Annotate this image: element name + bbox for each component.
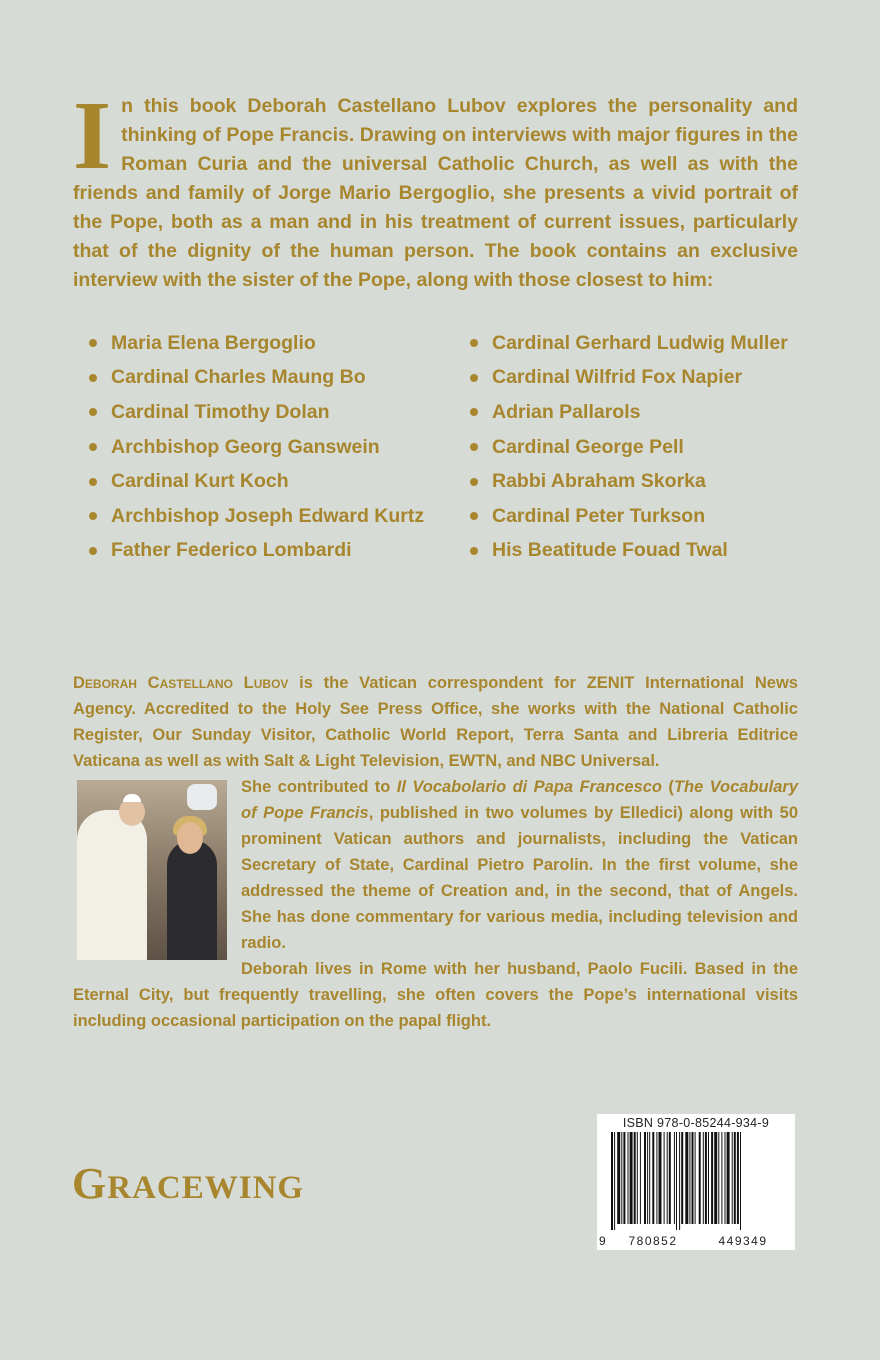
list-item: Adrian Pallarols (454, 395, 788, 430)
barcode-digits: 9 780852 449349 (599, 1234, 768, 1248)
bullet-icon (89, 339, 97, 347)
barcode-bar (667, 1132, 668, 1224)
bullet-icon (470, 547, 478, 555)
barcode-bar (614, 1132, 615, 1230)
barcode-bar (679, 1132, 680, 1230)
book-title-italian: Il Vocabolario di Papa Francesco (396, 778, 663, 796)
barcode-bar (637, 1132, 638, 1224)
pope-head (119, 798, 145, 826)
barcode-bar (634, 1132, 636, 1224)
book-title-english: The Vocabulary of Pope Francis (241, 778, 798, 822)
author-head (177, 822, 203, 854)
drop-cap: I (73, 82, 112, 190)
author-photo (77, 780, 227, 960)
barcode-bar (676, 1132, 677, 1230)
barcode-bar (718, 1132, 719, 1224)
interviewee-list-right (454, 326, 788, 568)
bio-paragraph-1: Deborah Castellano Lubov is the Vatican correspondent for ZENIT International News Agency. Accredited to the Holy See Press Office, she works with the National Catholic Register, Our Sunday Visitor, Catholic World Report, Terra Santa and Libreria Editrice Vaticana as well as with Salt & Light Television, EWTN, and NBC Universal. (73, 674, 798, 770)
list-item: Father Federico Lombardi (73, 534, 424, 569)
author-name: Deborah Castellano Lubov (73, 674, 289, 692)
barcode-bar (727, 1132, 730, 1224)
barcode-bar (689, 1132, 690, 1224)
barcode-bar (725, 1132, 726, 1224)
barcode-bar (649, 1132, 650, 1224)
barcode-bar (630, 1132, 633, 1224)
barcode-bar (644, 1132, 646, 1224)
list-item: Cardinal Timothy Dolan (73, 395, 424, 430)
bullet-icon (89, 478, 97, 486)
list-item: Cardinal Peter Turkson (454, 499, 788, 534)
list-item: Archbishop Joseph Edward Kurtz (73, 499, 424, 534)
author-figure (167, 840, 217, 960)
bullet-icon (89, 408, 97, 416)
list-item: Archbishop Georg Ganswein (73, 430, 424, 465)
barcode-bars (611, 1132, 781, 1230)
barcode-bar (617, 1132, 620, 1224)
barcode-bar (621, 1132, 622, 1224)
barcode-bar (708, 1132, 709, 1224)
intro-paragraph (73, 82, 798, 295)
barcode-bar (681, 1132, 683, 1224)
bullet-icon (470, 408, 478, 416)
barcode-bar (669, 1132, 671, 1224)
bullet-icon (470, 443, 478, 451)
barcode-bar (699, 1132, 701, 1224)
bio-paragraph-2: She contributed to Il Vocabolario di Papa Francesco (The Vocabulary of Pope Francis, published in two volumes by Elledici) along with 50 prominent Vatican authors and journalists, including the Vatican Secretary of State, Cardinal Pietro Parolin. In the first volume, she addressed the theme of Creation and, in the second, that of Angels. She has done commentary for various media, including television and radio. (241, 778, 798, 952)
isbn-barcode (597, 1114, 795, 1250)
barcode-bar (695, 1132, 696, 1224)
list-item: Cardinal Wilfrid Fox Napier (454, 361, 788, 396)
barcode-bar (640, 1132, 641, 1224)
bullet-icon (89, 443, 97, 451)
barcode-bar (734, 1132, 736, 1224)
barcode-bar (659, 1132, 662, 1224)
barcode-bar (740, 1132, 741, 1230)
bullet-icon (470, 478, 478, 486)
bio-paragraph-3: Deborah lives in Rome with her husband, Paolo Fucili. Based in the Eternal City, but frequently travelling, she often covers the Pope’s international visits including occasional participation on the papal flight. (73, 960, 798, 1030)
list-item: Cardinal Charles Maung Bo (73, 361, 424, 396)
barcode-bar (685, 1132, 688, 1224)
bullet-icon (89, 547, 97, 555)
barcode-bar (674, 1132, 675, 1224)
list-item: His Beatitude Fouad Twal (454, 534, 788, 569)
list-item: Cardinal George Pell (454, 430, 788, 465)
list-item: Cardinal Kurt Koch (73, 464, 424, 499)
barcode-bar (628, 1132, 629, 1224)
list-item: Maria Elena Bergoglio (73, 326, 424, 361)
barcode-bar (652, 1132, 654, 1224)
barcode-bar (703, 1132, 704, 1224)
intro-text: n this book Deborah Castellano Lubov explores the personality and thinking of Pope Francis. Drawing on interviews with major figures in the Roman Curia and the universal Catholic Church, as well as with the friends and family of Jorge Mario Bergoglio, she presents a vivid portrait of the Pope, both as a man and in his treatment of current issues, particularly that of the dignity of the human person. The book contains an exclusive interview with the sister of the Pope, along with those closest to him: (73, 95, 798, 291)
isbn-label: ISBN 978-0-85244-934-9 (622, 1116, 770, 1130)
list-item: Rabbi Abraham Skorka (454, 464, 788, 499)
barcode-bar (737, 1132, 739, 1224)
bullet-icon (470, 339, 478, 347)
barcode-bar (711, 1132, 713, 1224)
bullet-icon (470, 512, 478, 520)
barcode-bar (721, 1132, 722, 1224)
bullet-icon (470, 374, 478, 382)
list-item: Cardinal Gerhard Ludwig Muller (454, 326, 788, 361)
bullet-icon (89, 374, 97, 382)
barcode-bar (692, 1132, 694, 1224)
pope-figure (77, 810, 147, 960)
barcode-bar (647, 1132, 648, 1224)
barcode-bar (623, 1132, 625, 1224)
barcode-bar (611, 1132, 613, 1230)
publisher-logo: GRACEWING (72, 1159, 305, 1208)
barcode-bar (732, 1132, 733, 1224)
zucchetto (123, 794, 141, 802)
author-bio (73, 670, 798, 1034)
barcode-bar (656, 1132, 657, 1224)
window-shape (187, 784, 217, 810)
interviewee-list-left (73, 326, 424, 568)
bullet-icon (89, 512, 97, 520)
barcode-bar (664, 1132, 665, 1224)
barcode-bar (705, 1132, 707, 1224)
barcode-bar (714, 1132, 717, 1224)
